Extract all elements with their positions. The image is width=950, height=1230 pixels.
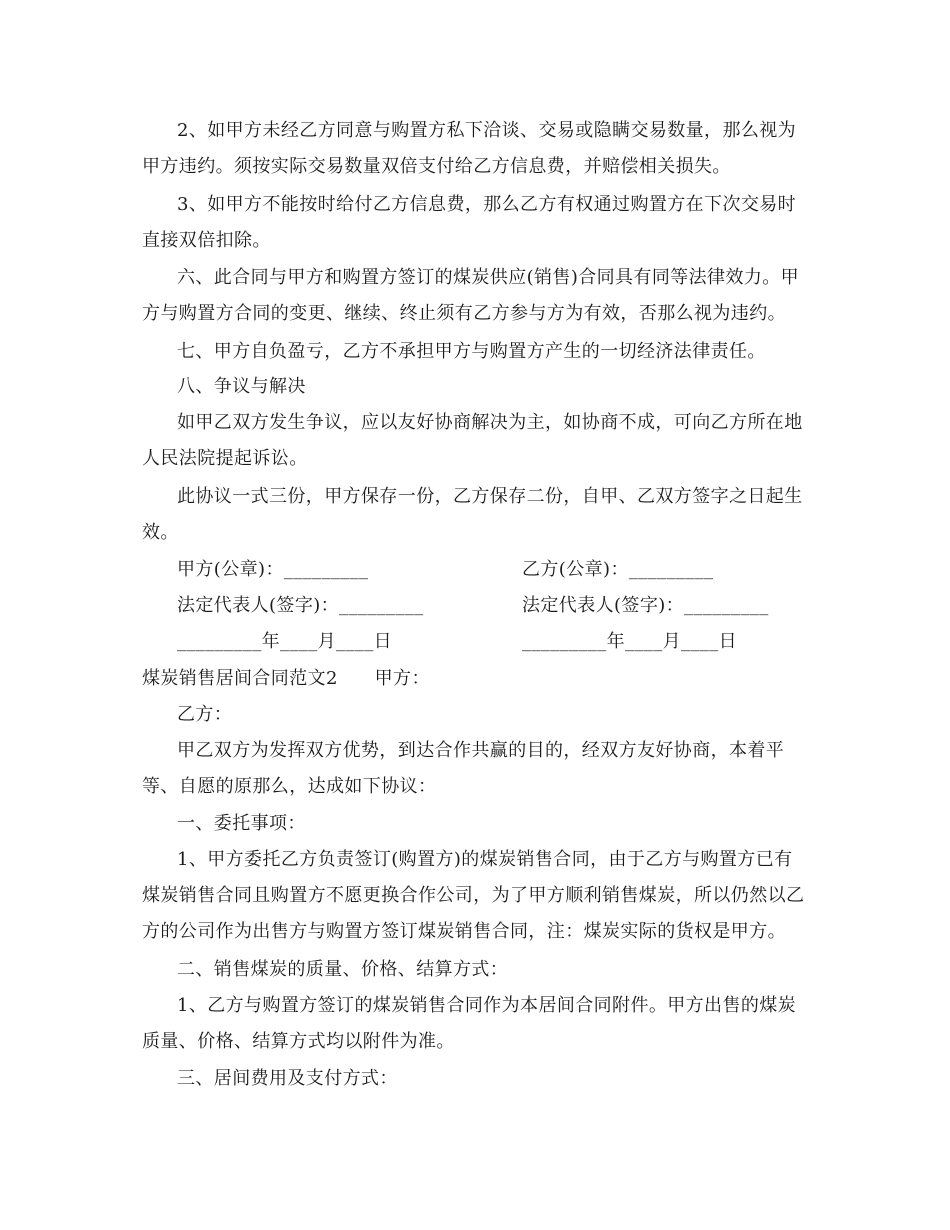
paragraph-copies-line-2: 效。	[142, 522, 179, 543]
paragraph-intro-line-2: 等、自愿的原那么，达成如下协议：	[142, 776, 437, 797]
party-b-seal-field: 乙方(公章)：_________	[522, 559, 714, 580]
heading-commission-payment: 三、居间费用及支付方式：	[177, 1068, 398, 1089]
paragraph-six-line-1: 六、此合同与甲方和购置方签订的煤炭供应(销售)合同具有同等法律效力。甲	[177, 267, 800, 288]
paragraph-dispute-line-2: 人民法院提起诉讼。	[142, 448, 308, 469]
paragraph-entrust-line-2: 煤炭销售合同且购置方不愿更换合作公司，为了甲方顺利销售煤炭，所以仍然以乙	[142, 885, 805, 906]
paragraph-copies-line-1: 此协议一式三份，甲方保存一份，乙方保存二份，自甲、乙双方签字之日起生	[177, 486, 803, 507]
paragraph-clause-3-line-2: 直接双倍扣除。	[142, 230, 271, 251]
party-b-label: 乙方：	[177, 704, 233, 725]
paragraph-clause-3-line-1: 3、如甲方不能按时给付乙方信息费，那么乙方有权通过购置方在下次交易时	[177, 194, 797, 215]
party-b-representative-field: 法定代表人(签字)：_________	[522, 595, 769, 616]
party-a-representative-field: 法定代表人(签字)：_________	[177, 595, 424, 616]
paragraph-seven: 七、甲方自负盈亏，乙方不承担甲方与购置方产生的一切经济法律责任。	[177, 341, 766, 362]
party-b-date-field: _________年____月____日	[522, 631, 737, 652]
paragraph-clause-2-line-1: 2、如甲方未经乙方同意与购置方私下洽谈、交易或隐瞒交易数量，那么视为	[177, 120, 797, 141]
section-2-header: 煤炭销售居间合同范文2 甲方：	[142, 668, 430, 689]
paragraph-clause-2-line-2: 甲方违约。须按实际交易数量双倍支付给乙方信息费，并赔偿相关损失。	[142, 156, 731, 177]
paragraph-six-line-2: 方与购置方合同的变更、继续、终止须有乙方参与方为有效，否那么视为违约。	[142, 303, 786, 324]
paragraph-entrust-line-1: 1、甲方委托乙方负责签订(购置方)的煤炭销售合同，由于乙方与购置方已有	[177, 849, 793, 870]
heading-quality-price-settlement: 二、销售煤炭的质量、价格、结算方式：	[177, 959, 509, 980]
paragraph-attachment-line-1: 1、乙方与购置方签订的煤炭销售合同作为本居间合同附件。甲方出售的煤炭	[177, 995, 797, 1016]
paragraph-dispute-line-1: 如甲乙双方发生争议，应以友好协商解决为主，如协商不成，可向乙方所在地	[177, 412, 803, 433]
paragraph-eight-heading: 八、争议与解决	[177, 376, 306, 397]
party-a-date-field: _________年____月____日	[177, 631, 392, 652]
party-a-seal-field: 甲方(公章)：_________	[177, 559, 369, 580]
paragraph-intro-line-1: 甲乙双方为发挥双方优势，到达合作共赢的目的，经双方友好协商，本着平	[177, 740, 785, 761]
heading-entrusted-matters: 一、委托事项：	[177, 813, 306, 834]
paragraph-entrust-line-3: 方的公司作为出售方与购置方签订煤炭销售合同，注：煤炭实际的货权是甲方。	[142, 921, 786, 942]
paragraph-attachment-line-2: 质量、价格、结算方式均以附件为准。	[142, 1031, 455, 1052]
